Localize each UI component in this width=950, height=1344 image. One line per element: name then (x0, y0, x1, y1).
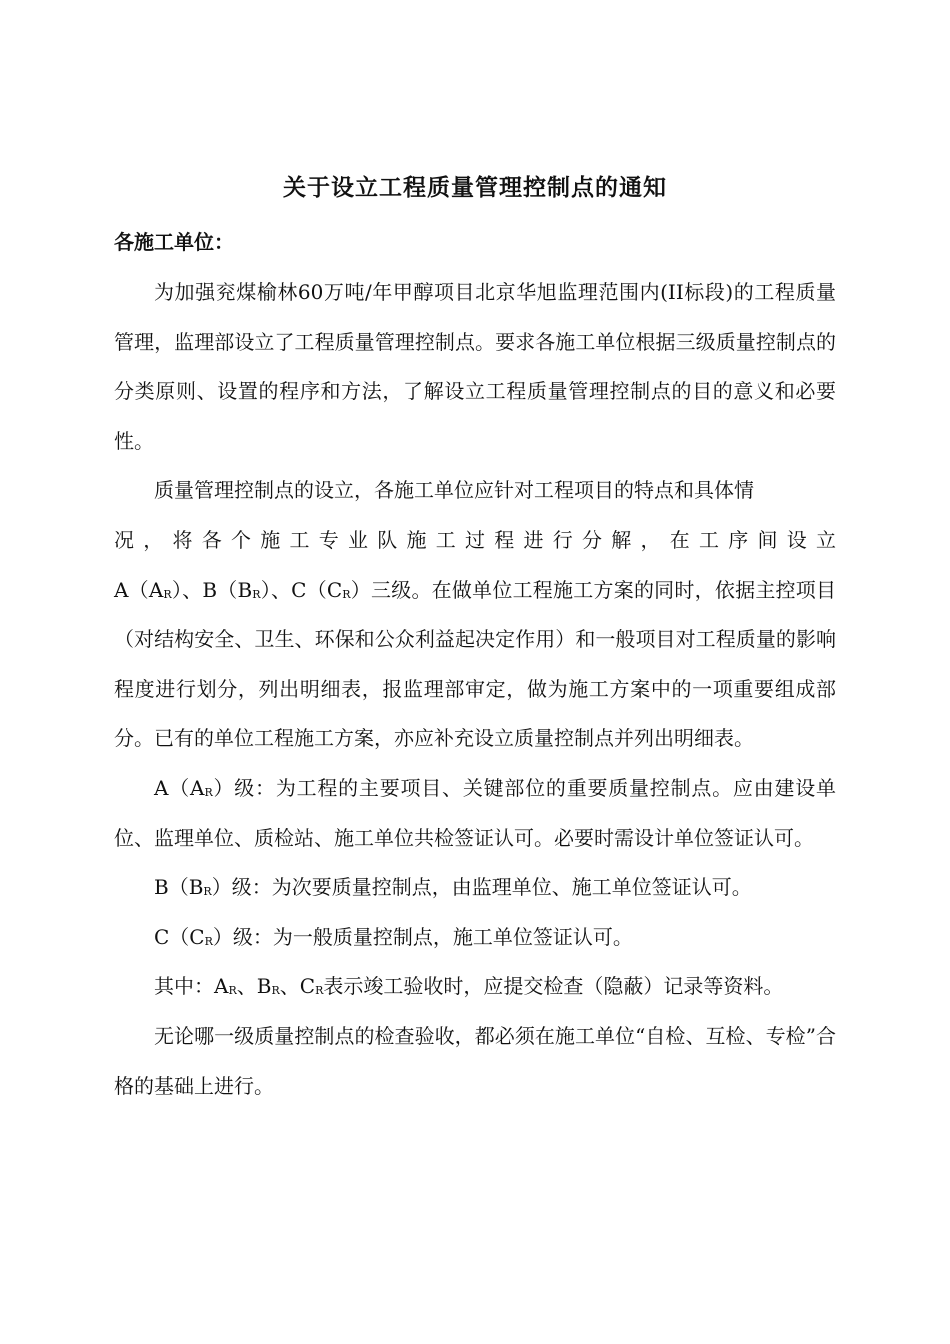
subscript-r: R (228, 984, 237, 998)
subscript-r: R (252, 587, 261, 601)
paragraph-records (114, 962, 836, 1012)
document-body (114, 268, 836, 1111)
level-label-end: ）三级。 (350, 577, 432, 602)
paragraph-inspection: 无论哪一级质量控制点的检查验收，都必须在施工单位“自检、互检、专检”合格的基础上进行。 (114, 1023, 836, 1098)
level-b-text: ）级：为次要质量控制点，由监理单位、施工单位签证认可。 (211, 875, 752, 900)
level-label-a: A（A (114, 577, 164, 602)
level-a-text: ）级：为工程的主要项目、关键部位的重要质量控制点。应由建设单位、监理单位、质检站、施工单位共检签证认可。必要时需设计单位签证认可。 (114, 775, 836, 850)
paragraph-level-a (114, 764, 836, 863)
salutation: 各施工单位： (114, 230, 234, 254)
records-a: 其中：A (154, 974, 229, 999)
level-label-b: ）、B（B (171, 577, 253, 602)
level-c-text: ）级：为一般质量控制点，施工单位签证认可。 (212, 924, 633, 949)
subscript-r: R (342, 587, 351, 601)
paragraph-level-c (114, 913, 836, 963)
records-text: 表示竣工验收时，应提交检查（隐蔽）记录等资料。 (323, 974, 784, 999)
subscript-r: R (163, 587, 172, 601)
level-a-prefix: A（A (154, 775, 205, 800)
records-c: 、C (279, 974, 316, 999)
level-c-prefix: C（C (154, 924, 205, 949)
subscript-r: R (203, 885, 212, 899)
paragraph-setup-rest: 在做单位工程施工方案的同时，依据主控项目（对结构安全、卫生、环保和公众利益起决定作用）和一般项目对工程质量的影响程度进行划分，列出明细表，报监理部审定，做为施工方案中的一项重要组成部分。已有的单位工程施工方案，亦应补充设立质量控制点并列出明细表。 (114, 577, 837, 751)
paragraph-setup-spaced-line: 况，将各个施工专业队施工过程进行分解，在工序间设立 (114, 527, 836, 552)
document-title: 关于设立工程质量管理控制点的通知 (283, 174, 667, 201)
records-b: 、B (236, 974, 272, 999)
subscript-r: R (271, 984, 280, 998)
paragraph-setup (114, 466, 836, 764)
paragraph-level-b (114, 863, 836, 913)
subscript-r: R (204, 934, 213, 948)
paragraph-setup-lead: 质量管理控制点的设立，各施工单位应针对工程项目的特点和具体情 (154, 478, 754, 503)
paragraph-purpose: 为加强兖煤榆林60万吨/年甲醇项目北京华旭监理范围内(II标段)的工程质量管理，监理部设立了工程质量管理控制点。要求各施工单位根据三级质量控制点的分类原则、设置的程序和方法，了解设立工程质量管理控制点的目的意义和必要性。 (114, 280, 836, 453)
subscript-r: R (204, 786, 213, 800)
level-b-prefix: B（B (154, 875, 204, 900)
subscript-r: R (315, 984, 324, 998)
level-label-c: ）、C（C (260, 577, 343, 602)
